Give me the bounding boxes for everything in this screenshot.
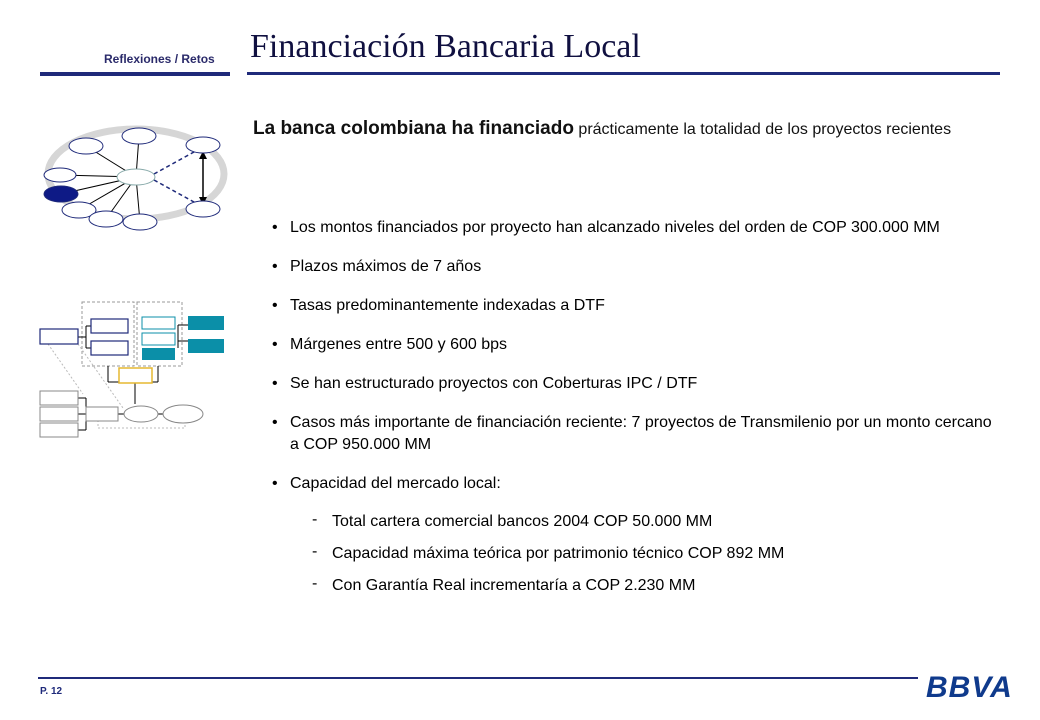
- lead-rest: prácticamente la totalidad de los proyectos recientes: [573, 121, 952, 138]
- bullet-item: [272, 256, 992, 278]
- footer-rule: [38, 677, 918, 679]
- bullet-dot: •: [272, 258, 278, 275]
- page-title: Financiación Bancaria Local: [250, 28, 641, 65]
- sub-bullet-text: Total cartera comercial bancos 2004 COP 50.000 MM: [332, 513, 713, 530]
- sub-bullet-dash: -: [312, 511, 318, 528]
- bullet-text: Tasas predominantemente indexadas a DTF: [290, 297, 605, 314]
- lead-strong: La banca colombiana ha financiado: [253, 118, 574, 139]
- bullet-dot: •: [272, 297, 278, 314]
- sub-bullet-item: [272, 575, 992, 597]
- project-structure-diagram-icon: [38, 296, 228, 442]
- sub-bullet-dash: -: [312, 575, 318, 592]
- sub-bullet-dash: -: [312, 543, 318, 560]
- hub-network-diagram-icon: [36, 124, 236, 234]
- bullet-text: Capacidad del mercado local:: [290, 475, 501, 492]
- bullet-dot: •: [272, 375, 278, 392]
- lead-statement: [253, 117, 973, 142]
- bullet-item: [272, 373, 992, 395]
- bullet-dot: •: [272, 336, 278, 353]
- section-tag-bar: [40, 72, 230, 76]
- sub-bullet-text: Capacidad máxima teórica por patrimonio técnico COP 892 MM: [332, 545, 785, 562]
- bullet-list: [272, 217, 992, 597]
- bullet-item: [272, 412, 992, 456]
- sub-bullet-item: [272, 511, 992, 533]
- bullet-item: [272, 295, 992, 317]
- bullet-dot: •: [272, 219, 278, 236]
- bullet-dot: •: [272, 475, 278, 492]
- bullet-text: Casos más importante de financiación reciente: 7 proyectos de Transmilenio por un monto cercano a COP 950.000 MM: [290, 414, 992, 453]
- bullet-text: Plazos máximos de 7 años: [290, 258, 482, 275]
- bullet-item: [272, 217, 992, 239]
- bullet-item: [272, 473, 992, 495]
- bullet-dot: •: [272, 414, 278, 431]
- bullet-text: Márgenes entre 500 y 600 bps: [290, 336, 508, 353]
- page-number: P. 12: [40, 686, 63, 697]
- bullet-text: Se han estructurado proyectos con Coberturas IPC / DTF: [290, 375, 698, 392]
- sub-bullet-text: Con Garantía Real incrementaría a COP 2.230 MM: [332, 577, 696, 594]
- section-tag: Reflexiones / Retos: [104, 52, 215, 66]
- bullet-item: [272, 334, 992, 356]
- sub-bullet-item: [272, 543, 992, 565]
- bullet-text: Los montos financiados por proyecto han alcanzado niveles del orden de COP 300.000 MM: [290, 219, 940, 236]
- bbva-logo: BBVA: [926, 671, 1013, 704]
- title-rule: [247, 72, 1000, 75]
